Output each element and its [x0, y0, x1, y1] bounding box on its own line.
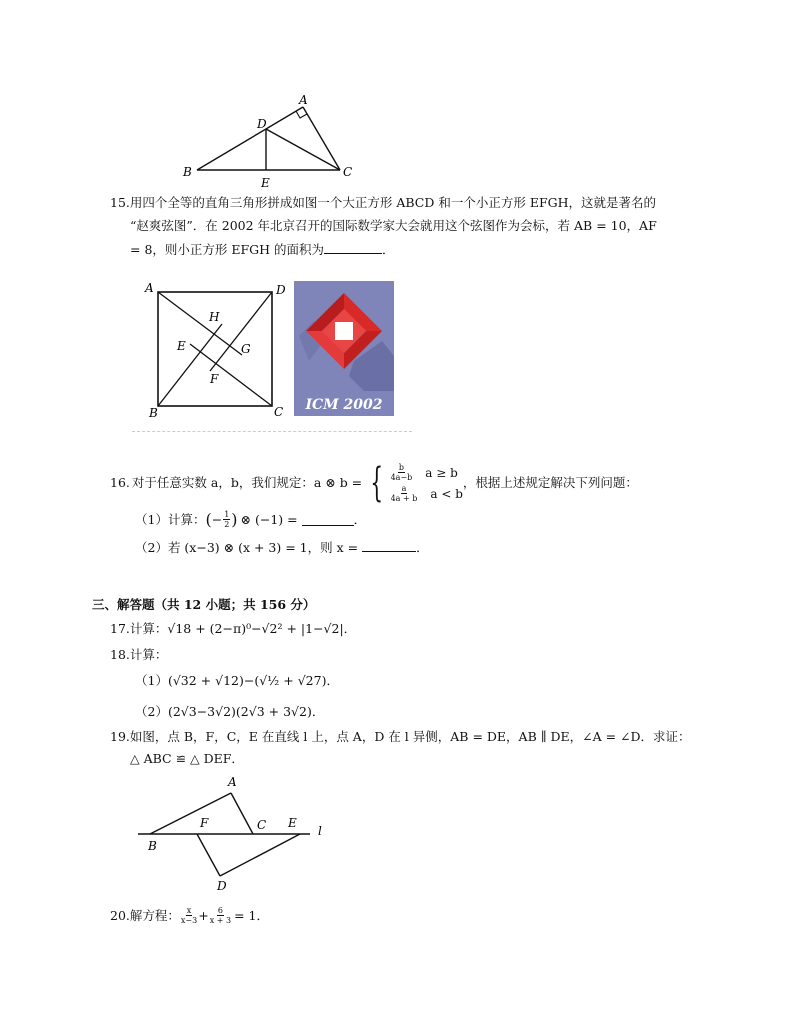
q15-text-line1: 用四个全等的直角三角形拼成如图一个大正方形 ABCD 和一个小正方形 EFGH，这就是著名的 — [129, 195, 657, 210]
segment-ba — [150, 793, 231, 834]
q15-line3-end: ． — [382, 242, 395, 257]
q20-number: 20. — [110, 907, 130, 923]
q15-line2: “赵爽弦图”．在 2002 年北京召开的国际数学家大会就用这个弦图作为会标，若 AB = 10，AF — [130, 218, 657, 233]
q16-line1 — [110, 460, 638, 506]
fig19-label-f: F — [200, 816, 209, 830]
case1-num: b — [398, 463, 404, 472]
label-b: B — [183, 165, 192, 179]
q17-text: 计算：√18 + (2−π)⁰−√2² + |1−√2|． — [129, 621, 357, 636]
q19-text-line1: 如图，点 B，F，C，E 在直线 l 上，点 A，D 在 l 异侧，AB = DE，AB ∥ DE，∠A = ∠D．求证： — [129, 729, 691, 744]
frac-num: 1 — [224, 510, 230, 519]
q16-part2 — [135, 539, 429, 556]
q16-number: 16. — [110, 475, 130, 490]
q18 — [110, 647, 167, 663]
q20-rhs: = 1． — [234, 907, 269, 923]
q16-piecewise — [364, 460, 463, 506]
case2-den: 4a + b — [390, 494, 418, 503]
fig15-label-d: D — [276, 283, 286, 297]
q15-number: 15. — [110, 195, 130, 210]
fig19-label-b: B — [148, 839, 157, 853]
q17-number: 17. — [110, 621, 130, 636]
q18-part2: （2）(2√3−3√2)(2√3 + 3√2)． — [135, 704, 325, 719]
q16-after: ，根据上述规定解决下列问题： — [462, 475, 638, 490]
paren-close: ) — [231, 509, 238, 529]
q20-fraction1 — [181, 906, 197, 925]
segment-dc — [266, 129, 340, 170]
q20-f2-num: 6 — [217, 906, 223, 915]
q16-part1-fraction — [223, 510, 230, 529]
brace-icon: { — [370, 460, 384, 506]
q15-text-line3: = 8，则小正方形 EFGH 的面积为 — [130, 242, 325, 257]
q20-f1-num: x — [186, 906, 192, 915]
q16-intro: 对于任意实数 a，b，我们规定：a ⊗ b = — [131, 475, 363, 490]
case1-fraction — [391, 463, 413, 482]
q19-number: 19. — [110, 729, 130, 744]
q18-title: 计算： — [129, 647, 168, 662]
case2-num: a — [401, 484, 407, 493]
q16-part1-blank — [302, 513, 354, 526]
case2-cond: a < b — [430, 486, 463, 501]
q15-answer-blank — [324, 241, 382, 254]
zhaoshuang-figure — [140, 278, 290, 418]
fig19-label-a: A — [228, 775, 237, 789]
q20-prefix: 解方程： — [129, 907, 180, 923]
segment-ac — [231, 793, 253, 834]
fig19-label-d: D — [217, 879, 227, 893]
frac-den: 2 — [224, 520, 230, 529]
q16-part1-prefix: （1）计算： — [135, 511, 206, 527]
q20 — [110, 906, 269, 925]
q18-part1: （1）(√32 + √12)−(√½ + √27)． — [135, 673, 339, 688]
label-c: C — [343, 165, 353, 179]
segment-de — [220, 834, 300, 876]
q20-fraction2 — [210, 906, 231, 925]
fig15-label-a: A — [145, 281, 154, 295]
q19-line1 — [110, 729, 691, 745]
case2-fraction — [391, 484, 418, 503]
case1-den: 4a−b — [390, 473, 413, 482]
fig15-label-g: G — [241, 342, 251, 356]
label-a: A — [299, 93, 308, 107]
q19-figure — [130, 770, 330, 895]
fig19-label-c: C — [257, 818, 267, 832]
q20-f2-den: x + 3 — [209, 916, 232, 925]
fig15-label-e: E — [177, 339, 186, 353]
q16-part1-end: ． — [353, 511, 367, 527]
fig19-label-e: E — [288, 816, 297, 830]
fig19-label-l: l — [318, 824, 322, 838]
q20-f1-den: x−3 — [180, 916, 198, 925]
paren-open: ( — [205, 509, 212, 529]
segment-c-e — [190, 344, 272, 406]
plus-sign: + — [198, 907, 209, 923]
segment-b-h — [158, 324, 222, 406]
section3-title: 三、解答题（共 12 小题；共 156 分） — [92, 597, 316, 612]
segment-ba — [197, 107, 303, 170]
fig15-label-f: F — [210, 372, 219, 386]
q19-line2: △ ABC ≌ △ DEF． — [130, 751, 244, 766]
case1-cond: a ≥ b — [425, 465, 458, 480]
logo-text: ICM 2002 — [305, 397, 383, 413]
q16-part2-prefix: （2）若 (x−3) ⊗ (x + 3) = 1，则 x = — [135, 540, 359, 555]
segment-fd — [197, 834, 220, 876]
icm-2002-logo — [294, 281, 394, 416]
triangle-figure-q14 — [175, 92, 375, 192]
q16-part1 — [135, 510, 366, 529]
q16-part2-end: ． — [416, 540, 429, 555]
minus-sign: − — [211, 511, 223, 527]
label-d: D — [257, 117, 267, 131]
q16-part2-blank — [362, 539, 416, 552]
q17 — [110, 621, 356, 637]
q15-line1 — [110, 195, 656, 211]
fig15-label-b: B — [149, 406, 158, 418]
segment-d-f — [210, 292, 272, 371]
q18-number: 18. — [110, 647, 130, 662]
fig15-label-c: C — [274, 405, 284, 418]
q16-part1-expr: ⊗ (−1) = — [240, 511, 298, 527]
label-e: E — [261, 176, 270, 190]
figure-dashed-underline — [132, 431, 412, 432]
fig15-label-h: H — [209, 310, 220, 324]
q15-line3 — [130, 241, 395, 258]
